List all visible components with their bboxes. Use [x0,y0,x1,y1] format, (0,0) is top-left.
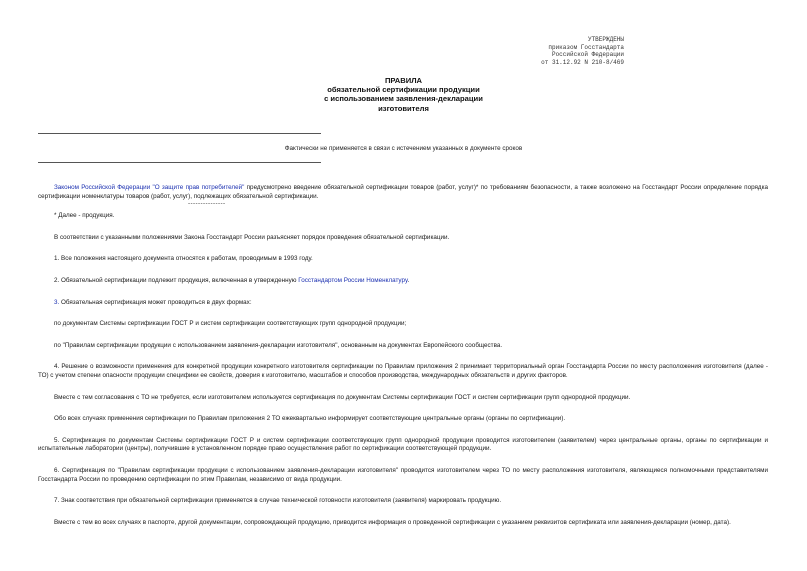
title-line: с использованием заявления-декларации [324,94,483,104]
title-line: изготовителя [378,103,429,113]
approval-line: Российской Федерации [551,51,624,59]
approval-line: УТВЕРЖДЕНЫ [587,36,624,43]
intro-paragraph [38,184,768,201]
approval-line: приказом Госстандарта [548,43,624,51]
paragraph-8: Вместе с тем во всех случаях в паспорте, другой документации, сопровождающей продукцию, приводится информация о проведенной сертификации с указанием реквизитов сертификата или заявления-декларации (номер, дата). [54,518,731,526]
nomenclature-link[interactable]: Госстандартом России Номенклатуру [298,276,408,284]
paragraph-6: 6. Сертификация по "Правилам сертификации продукции с использованием заявления-декларации изготовителя" проводится изготовителем через ТО по месту расположения изготовителя, являющиеся полномочными представителями Госстандарта России по проведению сертификации по этим Правилам, независимо от вида продукции. [38,466,768,483]
paragraph-4-c: Обо всех случаях применения сертификации по Правилам приложения 2 ТО ежеквартально информирует соответствующие центральные органы (органы по сертификации). [54,415,566,423]
paragraph-4-b: Вместе с тем согласования с ТО не требуется, если изготовителем используется сертификация по документам Системы сертификации ГОСТ и систем сертификации групп однородной продукции. [54,393,631,401]
paragraph-1: 1. Все положения настоящего документа относятся к работам, проводимым в 1993 году. [54,255,313,263]
footnote: * Далее - продукция. [54,212,115,220]
title-line: обязательной сертификации продукции [327,85,480,95]
approval-block [444,36,624,66]
document-body [38,184,768,527]
paragraph-2-text: 2. Обязательной сертификации подлежит продукция, включенная в утвержденную [54,276,299,284]
intro-text: предусмотрено введение обязательной сертификации товаров (работ, услуг)* по требованиям безопасности, а также возложено на Госстандарт России определение порядка сертификации номенклатуры товаров (работ, услуг), подлежащих обязательной сертификации. [38,184,768,200]
paragraph-3-text: Обязательная сертификация может проводиться в двух формах: [59,298,252,306]
status-note: Фактически не применяется в связи с истечением указанных в документе сроков [284,145,523,152]
paragraph-3-form-b: по "Правилам сертификации продукции с использованием заявления-декларации изготовителя", основанным на документах Европейского сообщества. [54,341,503,349]
document-title [0,76,807,113]
paragraph-accordance: В соответствии с указанными положениями Закона Госстандарт России разъясняет порядок проведения обязательной сертификации. [54,233,450,241]
paragraph-7: 7. Знак соответствия при обязательной сертификации применяется в случае технической готовности изготовителя (заявителя) маркировать продукцию. [54,497,502,505]
paragraph-5: 5. Сертификация по документам Системы сертификации ГОСТ Р и систем сертификации соответствующих групп однородной продукции проводится изготовителем (заявителем) через центральные органы, органы по сертификации и испытательные лаборатории (центры), получившие в установленном порядке право осуществления работ по сертификации соответствующей продукции. [38,436,768,453]
paragraph-3-form-a: по документам Системы сертификации ГОСТ Р и систем сертификации соответствующих групп однородной продукции; [54,320,407,328]
paragraph-4: 4. Решение о возможности применения для конкретной продукции конкретного изготовителя сертификации по Правилам приложения 2 принимает территориальный орган Госстандарта России по месту расположения изготовителя (далее - ТО) с учетом степени опасности продукции специфики ее свойств, доверия к изготовителю, масштабов и способов производства, международных обязательств и других факторов. [38,363,768,379]
consumer-rights-law-link[interactable]: Законом Российской Федерации "О защите прав потребителей" [54,184,245,191]
divider-bottom [38,162,321,163]
footnote-separator: --------------- [188,200,226,208]
approval-line: от 31.12.92 N 210-8/469 [541,58,624,66]
title-line: ПРАВИЛА [384,76,423,85]
paragraph-3 [38,299,768,308]
paragraph-2-end: . [407,276,410,284]
paragraph-3-number-link[interactable]: 3. [54,298,60,306]
divider-top [38,133,321,134]
paragraph-2 [38,277,768,286]
